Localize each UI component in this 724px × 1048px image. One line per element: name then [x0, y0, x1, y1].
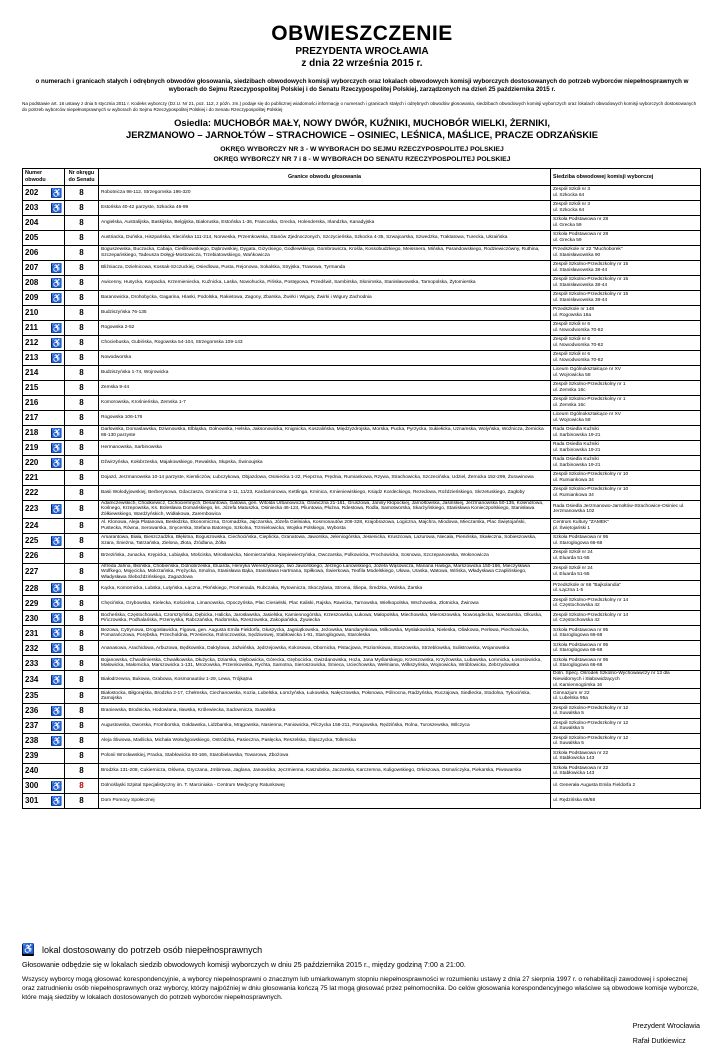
district-boundaries: Chęcińska, Grybowska, Kielecka, Kościelna, Limanowska, Opoczyńska, Plac Ciesielski, Plac Kaliski, Rajska, Rawicka, Tarnowska, Wielkopolska, Wschowska, Złotnicka, Żwirowa — [99, 596, 551, 611]
district-number-cell — [23, 794, 65, 809]
senate-district-number: 8 — [65, 440, 99, 455]
district-boundaries: Białostocka, Biłgorajska, Brodzka 2-17, Chełmska, Ciechanowska, Kozia, Lubelska, Łomżyńska, Łukowska, Nałęczowska, Połonowa, Pólnocna, Radzyńska, Ruczajowa, Siedlecka, Stodolna, Tykocińska, Zamojska — [99, 689, 551, 704]
wheelchair-icon: ♿ — [51, 535, 63, 546]
district-boundaries: Angielska, Australijska, Baskijska, Belgijska, Białoruska, Estońska 1-36, Francuska, Grecka, Holenderska, Irlandzka, Kanadyjska — [99, 215, 551, 230]
district-boundaries: Brodzka 131-208, Cukiernicza, Główna, Gryczana, Jmbirowa, Jaglana, Janowicka, Jęczmienna, Kaszubska, Jaczarska, Karczemna, Kuligowskiego, Orkiszowa, Osmańczyka, Piekarska, Piwowarska — [99, 764, 551, 779]
table-row — [23, 305, 701, 320]
senate-district-number: 8 — [65, 410, 99, 425]
district-boundaries: Zemska 9-44 — [99, 380, 551, 395]
wheelchair-icon: ♿ — [51, 457, 63, 468]
table-row — [23, 320, 701, 335]
document-subtitle: PREZYDENTA WROCŁAWIA — [295, 46, 429, 57]
district-number: 228 — [25, 583, 39, 593]
commission-seat: Zespół Szkolno-Przedszkolny nr 10 ul. Rumiankowa 34 — [551, 470, 701, 485]
commission-seat: Zespół Szkolno-Przedszkolny nr 1 ul. Zemska 16c — [551, 395, 701, 410]
senate-constituency: OKRĘG WYBORCZY NR 7 i 8 - W WYBORACH DO SENATU RZECZYPOSPOLITEJ POLSKIEJ — [213, 155, 511, 163]
district-number: 222 — [25, 488, 39, 498]
table-row — [23, 455, 701, 470]
district-boundaries: Dojazd, Jerzmanowska 10-14 parzyste, Kiemliczów, Lubczykowa, Objazdowa, Osiniecka 1-22, Pieprzna, Prędnia, Rumiankowa, Rzywa, Strachowicka, Szczecińska, Udziel, Żernicka 152-299, Żurawinowa — [99, 470, 551, 485]
district-number: 218 — [25, 428, 39, 438]
district-boundaries: Bojanowska, Chwalimierska, Chwałkowska, Dłużycka, Dziarska, Głębowicka, Górecka, Grębocicka, Gwizdanowska, Hoża, Jana Myślarskiego, Krzeszowska, Krzyżowska, Lubawska, Łomnicka, Łososiowicka, Małowicka, Małomicka, Marszowicka 1-131, Mrozowska, Przemkowska, Rychta, Samotna, Sieroszowicka, Śmieca, Uciechowska, Wełmiana, Wilkszyńska, Wojnowicka, Wróblowicka, Zebrzydowska — [99, 656, 551, 671]
district-number-cell — [23, 563, 65, 581]
senate-district-number: 8 — [65, 455, 99, 470]
district-number: 207 — [25, 263, 39, 273]
senate-district-number: 8 — [65, 626, 99, 641]
commission-seat: Przedszkole nr 148 ul. Rogowska 18a — [551, 305, 701, 320]
district-number-cell — [23, 305, 65, 320]
district-boundaries: Adamczewskich, Chodkiewicz, Cichociemnych, Desantowa, Galowa, gen. Witolda Urbanowicza, Graniczna 21-161, Gruszowa, Janiny Kłopockiej, Jarnołtowska, Jaśińskiej, Jerzmanowska 50-135, Kolendrowa, Kośnego, Krzepowska, Ks. Bolesława Domańskiego, ks. Józefa Matuszka, Osiniecka 46-124, Pliuntowa, Płużna, Rdestowa, Rodla, Samotworska, Skarżyńskiego, Stanisława Konieczpolskiego, Stanisława Żółkiewskiego, Wardżyńskich, Widłakowa, Zarembowica — [99, 500, 551, 518]
district-number: 236 — [25, 706, 39, 716]
commission-seat: Przedszkole nr 22 "Muchoborek" ul. Stanisławowska 90 — [551, 245, 701, 260]
district-number: 239 — [25, 751, 39, 761]
commission-seat: Zespół Szkół nr 24 ul. Eluarda 51-55 — [551, 548, 701, 563]
commission-seat: Zespół Szkół nr 6 ul. Nowodworska 70-82 — [551, 350, 701, 365]
district-number-cell — [23, 548, 65, 563]
intro-text: o numerach i granicach stałych i odrębnych obwodów głosowania, siedzibach obwodowych komisji wyborczych oraz lokalach obwodowych komisji wyborczych dostosowanych do potrzeb wyborców niepełnosprawnych w wyborach do Sejmu Rzeczypospolitej Polskiej i do Senatu Rzeczypospolitej Polskiej, zarządzonych na dzień 25 października 2015 r. — [35, 78, 689, 94]
district-number-cell — [23, 320, 65, 335]
district-boundaries: Austriacka, Duńska, Hiszpańska, Klecińska 111-214, Norweska, Przemkowska, Stanów Zjednoczonych, Szczycieńska, Szkocka 4-35, Szwajcarska, Szwedzka, Traktatowa, Turecka, Ukraińska — [99, 230, 551, 245]
signature-block — [633, 1018, 700, 1048]
district-number: 238 — [25, 736, 39, 746]
table-row — [23, 749, 701, 764]
district-boundaries: Rogowska 106-176 — [99, 410, 551, 425]
wheelchair-icon: ♿ — [51, 202, 63, 213]
commission-seat: Przedszkole nr 66 "Bajkolandia" ul. Łączna 1-5 — [551, 581, 701, 596]
senate-district-number: 8 — [65, 230, 99, 245]
signature-name: Rafał Dutkiewicz — [632, 1036, 686, 1045]
district-number-cell — [23, 704, 65, 719]
wheelchair-icon: ♿ — [51, 187, 63, 198]
district-number-cell — [23, 215, 65, 230]
district-boundaries: Kącka, Komornicka, Lubska, Lutyńska, Łączna, Płońskiego, Promenada, Rubczaka, Rytownicza, Skoczylasa, Stroma, Śliepa, Średzka, Wolska, Żarska — [99, 581, 551, 596]
district-number-cell — [23, 719, 65, 734]
commission-seat: Zespół Szkół nr 3 ul. Szkocka 64 — [551, 200, 701, 215]
commission-seat: Zespół Szkolno-Przedszkolny nr 15 ul. Stanisławowska 38-44 — [551, 290, 701, 305]
district-number-cell — [23, 245, 65, 260]
district-boundaries: Polonii Wrocławskiej, Pracka, Stabłowicka 93-166, Starobielawska, Towarowa, Zbożowa — [99, 749, 551, 764]
district-boundaries: Augustowska, Dworska, Fromborska, Gołdawska, Lidzbarska, Mrągowska, Nasienna, Paniowicka, Pilczycka 156-211, Porajowska, Rędzińska, Rolna, Turoszewska, Wilczyca — [99, 719, 551, 734]
district-number-cell — [23, 275, 65, 290]
commission-seat: Rada Osiedla Jerzmanowo-Jarnołtów-Strachowice-Osiniec ul. Jerzmanowska 102 — [551, 500, 701, 518]
district-number-cell — [23, 380, 65, 395]
district-number: 224 — [25, 520, 39, 530]
table-row — [23, 611, 701, 626]
senate-district-number: 8 — [65, 500, 99, 518]
district-boundaries: Budziszyńska 1-74, Wojrowicka — [99, 365, 551, 380]
senate-district-number: 8 — [65, 365, 99, 380]
district-number: 216 — [25, 398, 39, 408]
senate-district-number: 8 — [65, 470, 99, 485]
districts-table — [22, 168, 701, 809]
district-number: 223 — [25, 504, 39, 514]
commission-seat: Centrum Kultury "ZAMEK" pl. Świętojański 1 — [551, 518, 701, 533]
district-number: 211 — [25, 323, 38, 333]
commission-seat: Zespół Szkół nr 6 ul. Nowodworska 70-82 — [551, 335, 701, 350]
district-number-cell — [23, 440, 65, 455]
district-boundaries: Hermanowska, Sarbinowska — [99, 440, 551, 455]
district-number: 210 — [25, 308, 39, 318]
commission-seat: Szkoła Podstawowa nr 95 ul. Staroglogowa 66-68 — [551, 533, 701, 548]
header-number: Numer obwodu — [23, 168, 65, 185]
senate-district-number: 8 — [65, 275, 99, 290]
table-row — [23, 563, 701, 581]
commission-seat: Zespół Szkolno-Przedszkolny nr 12 ul. Suwalska 5 — [551, 719, 701, 734]
district-number-cell — [23, 425, 65, 440]
senate-district-number: 8 — [65, 596, 99, 611]
senate-district-number: 8 — [65, 611, 99, 626]
senate-district-number: 8 — [65, 215, 99, 230]
senate-district-number: 8 — [65, 260, 99, 275]
district-boundaries: Białodrzewna, Bukowa, Grabowa, Kosmonautów 1-29, Lewa, Trójkątna — [99, 671, 551, 689]
wheelchair-icon: ♿ — [51, 277, 63, 288]
district-number: 226 — [25, 550, 39, 560]
district-boundaries: Alfreda Jahna, Błońska, Chobieńska, Dolnobrzeska, Eluarda, Henryka Wereszyckiego, Iwo Jaworskiego, Jerzego Łanowskiego, Józefa Wąsowicza, Mariana Haisiga, Marszowicka 150-166, Mieczysława Wolfkego, Mojęcicka, Mokrzańska, Prężycka, Smolna, Stanisława Bąka, Stanisława Hartmana, Spiłkowa, Świerkowa, Teofila Modelskiego, Ułowa, Uraska, Watowa, Wińska, Władysława Czaplińskiego, Władysława Śleboździńskiego, Zagazdowa — [99, 563, 551, 581]
district-number: 217 — [25, 413, 39, 423]
district-number-cell — [23, 626, 65, 641]
district-number-cell — [23, 260, 65, 275]
district-number-cell — [23, 500, 65, 518]
legend — [22, 944, 262, 956]
wheelchair-icon: ♿ — [51, 658, 63, 669]
table-row — [23, 485, 701, 500]
table-row — [23, 335, 701, 350]
sejm-constituency: OKRĘG WYBORCZY NR 3 - W WYBORACH DO SEJMU RZECZYPOSPOLITEJ POLSKIEJ — [220, 145, 504, 153]
district-number-cell — [23, 689, 65, 704]
district-number-cell — [23, 455, 65, 470]
wheelchair-icon: ♿ — [51, 598, 63, 609]
table-row — [23, 230, 701, 245]
district-number: 213 — [25, 353, 39, 363]
table-row — [23, 260, 701, 275]
senate-district-number: 8 — [65, 380, 99, 395]
senate-district-number: 8 — [65, 185, 99, 200]
table-header-row — [23, 168, 701, 185]
district-number: 214 — [25, 368, 39, 378]
wheelchair-icon: ♿ — [51, 262, 63, 273]
table-row — [23, 290, 701, 305]
district-number-cell — [23, 671, 65, 689]
senate-district-number: 8 — [65, 200, 99, 215]
senate-district-number: 8 — [65, 641, 99, 656]
wheelchair-icon: ♿ — [51, 322, 63, 333]
district-number: 235 — [25, 691, 39, 701]
table-row — [23, 764, 701, 779]
district-number: 205 — [25, 233, 39, 243]
table-row — [23, 689, 701, 704]
wheelchair-icon: ♿ — [51, 427, 63, 438]
district-number: 209 — [25, 293, 39, 303]
table-row — [23, 596, 701, 611]
district-boundaries: Amarantowa, Biała, Bieszczadzka, Błękitna, Boguszowska, Ciechocińska, Cieplicka, Granatowa, Jaworska, Jeleniogórska, Jesienicka, Kruszcowa, Lazurowa, Niecała, Pienińska, Skałeczna, Sobieszowska, Szara, Śnieżna, Tatrzańska, Zielona, Złota, Żródlana, Żółta — [99, 533, 551, 548]
wheelchair-icon: ♿ — [51, 628, 63, 639]
district-boundaries: Chociebuska, Gubińska, Rogowska 54-104, Strzegomska 109-143 — [99, 335, 551, 350]
senate-district-number: 8 — [65, 656, 99, 671]
senate-district-number: 8 — [65, 245, 99, 260]
legal-basis-text: Na podstawie art. 16 ustawy z dnia 5 stycznia 2011 r. Kodeks wyborczy (Dz.U. Nr 21, poz. 112, z późn. zm.) podaje się do publicznej wiadomości informację o numerach i granicach stałych i odrębnych obwodów głosowania, siedzibach obwodowych komisji wyborczych oraz lokalach obwodowych komisji wyborczych dostosowanych do potrzeb wyborców niepełnosprawnych w wyborach do Sejmu Rzeczypospolitej Polskiej i do Senatu Rzeczypospolitej Polskiej — [22, 100, 697, 112]
district-number: 233 — [25, 658, 39, 668]
commission-seat: ul. Rędzińska 66/68 — [551, 794, 701, 809]
commission-seat: Szkoła Podstawowa nr 28 ul. Grecka 59 — [551, 215, 701, 230]
senate-district-number: 8 — [65, 779, 99, 794]
commission-seat: Szkoła Podstawowa nr 22 ul. Stabłowicka 143 — [551, 764, 701, 779]
senate-district-number: 8 — [65, 485, 99, 500]
district-number-cell — [23, 641, 65, 656]
commission-seat: Szkoła Podstawowa nr 95 ul. Staroglogowa 66-68 — [551, 626, 701, 641]
wheelchair-icon: ♿ — [51, 781, 63, 792]
district-number: 212 — [25, 338, 39, 348]
senate-district-number: 8 — [65, 671, 99, 689]
commission-seat: Zespół Szkół nr 24 ul. Eluarda 51-55 — [551, 563, 701, 581]
district-number: 301 — [25, 796, 39, 806]
senate-district-number: 8 — [65, 320, 99, 335]
commission-seat: Zespół Szkół nr 6 ul. Nowodworska 70-82 — [551, 320, 701, 335]
table-row — [23, 641, 701, 656]
wheelchair-icon: ♿ — [51, 643, 63, 654]
table-row — [23, 470, 701, 485]
district-number-cell — [23, 350, 65, 365]
district-boundaries: Ananasowa, Arachidowa, Arbuzowa, Będkowska, Daktylowa, Jaźwińska, Jędrzejowska, Kokosowa, Obornicka, Pistacjowa, Poziomkowa, Stoszowska, Strzeblowska, Sulistrowska, Wojanowska — [99, 641, 551, 656]
district-number: 215 — [25, 383, 39, 393]
commission-seat: Zespół Szkolno-Przedszkolny nr 15 ul. Stanisławowska 38-44 — [551, 275, 701, 290]
table-row — [23, 425, 701, 440]
commission-seat: Zespół Szkolno-Przedszkolny nr 14 ul. Częstochowska 42 — [551, 596, 701, 611]
table-row — [23, 734, 701, 749]
district-number: 221 — [25, 473, 39, 483]
senate-district-number: 8 — [65, 581, 99, 596]
district-boundaries: Awicenny, Husycka, Karpacka, Krzemieniecka, Kuźnicka, Laska, Nowohucka, Pińska, Postępowa, Przedświt, Sambirska, Słonimska, Stanisławowska, Tarnopolska, Żytomierska — [99, 275, 551, 290]
district-boundaries: Rogowska 2-52 — [99, 320, 551, 335]
district-boundaries: Estońska 40-42 parzyste, Szkocka 46-99 — [99, 200, 551, 215]
district-number: 234 — [25, 674, 39, 684]
wheelchair-icon: ♿ — [51, 736, 63, 747]
districts-line-1: Osiedla: MUCHOBÓR MAŁY, NOWY DWÓR, KUŹNIKI, MUCHOBÓR WIELKI, ŻERNIKI, — [174, 116, 550, 128]
commission-seat: Szkoła Podstawowa nr 95 ul. Staroglogowa 66-68 — [551, 656, 701, 671]
district-number-cell — [23, 365, 65, 380]
table-row — [23, 548, 701, 563]
table-row — [23, 500, 701, 518]
district-number-cell — [23, 749, 65, 764]
senate-district-number: 8 — [65, 518, 99, 533]
districts-heading — [20, 117, 704, 141]
district-number: 229 — [25, 598, 39, 608]
wheelchair-icon: ♿ — [51, 721, 63, 732]
district-number: 240 — [25, 766, 39, 776]
district-number-cell — [23, 200, 65, 215]
commission-seat: Zespół Szkolno-Przedszkolny nr 12 ul. Suwalska 5 — [551, 734, 701, 749]
senate-district-number: 8 — [65, 719, 99, 734]
district-boundaries: Dźwirzyńska, Kołobrzeska, Majakowskiego, Rewalska, Słupska, Świnoujska — [99, 455, 551, 470]
wheelchair-icon: ♿ — [22, 944, 35, 955]
senate-district-number: 8 — [65, 794, 99, 809]
district-boundaries: Dom Pomocy Społecznej — [99, 794, 551, 809]
district-boundaries: Braniewska, Brodnicka, Hodowlana, Iławska, Królewiecka, Sadownicza, Suwalska — [99, 704, 551, 719]
district-number-cell — [23, 656, 65, 671]
district-boundaries: Bliźniacza, Dzielnicowa, Kossak-Szczuckiej, Osiedlowa, Pusta, Rejonowa, Sokalska, Stryjska, Trawowa, Tyrmanda — [99, 260, 551, 275]
district-number: 220 — [25, 458, 39, 468]
districts-line-2: JERZMANOWO – JARNOŁTÓW – STRACHOWICE – OSINIEC, LEŚNICA, MAŚLICE, PRACZE ODRZAŃSKIE — [126, 128, 598, 140]
district-boundaries: Bocheńska, Częstochowska, Czorsztyńska, Dębicka, Halicka, Jarosławska, Jasielska, Kamiennogórska, Krzeszowska, Łukowa, Małopolska, Miechowska, Mieroszowska, Nowosądecka, Nowotarska, Olkuska, Pińczowska, Podhalańska, Przemyska, Rabczańska, Radomska, Rzeszowska, Zakopiańska, Żywiecka — [99, 611, 551, 626]
table-row — [23, 626, 701, 641]
district-number: 208 — [25, 278, 39, 288]
wheelchair-icon: ♿ — [51, 706, 63, 717]
commission-seat: Zespół Szkolno-Przedszkolny nr 10 ul. Rumiankowa 34 — [551, 485, 701, 500]
district-number: 231 — [25, 628, 39, 638]
table-row — [23, 533, 701, 548]
document-header — [0, 22, 724, 70]
wheelchair-icon: ♿ — [51, 504, 63, 515]
senate-district-number: 8 — [65, 563, 99, 581]
table-row — [23, 215, 701, 230]
district-boundaries: Brzezińska, Junacka, Krępicka, Lubiąska, Mościska, Mirosławicka, Niemierzańska, Niepiewierzyńska, Owczarska, Polkowicka, Prochowicka, Sosnowa, Szczepanowska, Wołonowicza — [99, 548, 551, 563]
district-boundaries: Aleja Śliwowa, Maślicka, Michała Wołodyjowskiego, Ostródzka, Pasieczna, Pasłęcka, Reszelska, Śląsczycka, Tolkmicka — [99, 734, 551, 749]
table-row — [23, 794, 701, 809]
district-number-cell — [23, 734, 65, 749]
table-row — [23, 719, 701, 734]
commission-seat: Szkoła Podstawowa nr 28 ul. Grecka 59 — [551, 230, 701, 245]
district-number-cell — [23, 230, 65, 245]
commission-seat: Zespół Szkolno-Przedszkolny nr 12 ul. Suwalska 5 — [551, 704, 701, 719]
commission-seat: Zespół Szkolno-Przedszkolny nr 1 ul. Zemska 16c — [551, 380, 701, 395]
district-number-cell — [23, 518, 65, 533]
district-boundaries: Nowodworska — [99, 350, 551, 365]
district-number-cell — [23, 596, 65, 611]
table-row — [23, 395, 701, 410]
table-row — [23, 440, 701, 455]
senate-district-number: 8 — [65, 548, 99, 563]
commission-seat: Doln. Specj. Ośrodek Szkolno-Wychowawczy nr 13 dla Niewidomych i Słabowidzących ul. Kamiennogórska 16 — [551, 671, 701, 689]
commission-seat: Rada Osiedla Kuźniki ul. Sarbinowska 19-21 — [551, 440, 701, 455]
district-number: 203 — [25, 203, 39, 213]
document-date: z dnia 22 września 2015 r. — [301, 58, 423, 69]
wheelchair-icon: ♿ — [51, 292, 63, 303]
commission-seat: Liceum Ogólnokształcące nr XV ul. Wojrowicka 58 — [551, 365, 701, 380]
senate-district-number: 8 — [65, 689, 99, 704]
wheelchair-icon: ♿ — [51, 674, 63, 685]
district-boundaries: Dolnośląski Szpital Specjalistyczny im. T. Marciniaka - Centrum Medycyny Ratunkowej — [99, 779, 551, 794]
senate-district-number: 8 — [65, 704, 99, 719]
wheelchair-icon: ♿ — [51, 352, 63, 363]
table-row — [23, 380, 701, 395]
table-row — [23, 410, 701, 425]
postal-voting-note: Wszyscy wyborcy mogą głosować korespondencyjnie, a wyborcy niepełnosprawni o znacznym lub umiarkowanym stopniu niepełnosprawności w rozumieniu ustawy z dnia 27 sierpnia 1997 r. o rehabilitacji zawodowej i społecznej oraz zatrudnieniu osób niepełnosprawnych oraz wyborcy, którzy najpóźniej w dniu głosowania kończą 75 lat mogą głosować przez pełnomocnika. Do celów głosowania korespondencyjnego właściwe są obwodowe komisje wyborcze, które mają siedziby w lokalach dostosowanych do potrzeb wyborców niepełnosprawnych. — [22, 976, 699, 1001]
district-boundaries: Basii Wołodyjowskiej, Berberysowa, Gdaczasza, Graniczna 1-11, 11/23, Kardamonowa, Kettlinga, Kminica, Kmieniewiskiego, Ksiądz Kordeckiego, Rezedowa, Roździeńskiego, Skrzetuskiego, Zagłoby — [99, 485, 551, 500]
wheelchair-icon: ♿ — [51, 796, 63, 807]
commission-seat: Liceum Ogólnokształcące nr XV ul. Wojrowicka 58 — [551, 410, 701, 425]
district-number-cell — [23, 410, 65, 425]
district-boundaries: Bezowa, Cytrynowa, Drogosławicka, Figowa, gen. Augusta Emila Fieldorfa, Głuszycka, Jagniątkowska, Jeżowska, Mandarynkowa, Milkowska, Mysłakowicka, Nieleska, Oliwkowa, Perłowa, Piechowicka, Pomarańczowa, Porębska, Przecholdnia, Przesiecka, Rolniczowska, Sędziwowej, Stabłowicka 1-91, Staroglogowa, Staroleska — [99, 626, 551, 641]
commission-seat: Zespół Szkolno-Przedszkolny nr 15 ul. Stanisławowska 38-44 — [551, 260, 701, 275]
district-boundaries: Darłowska, Domaslawska, Dziwnowska, Elbląska, Gołnowska, Helska, Jaksonowicka, Knignicka, Koszalińska, Międzyzdrojska, Morska, Pucka, Pyrzycka, Sukiełicka, Uznamska, Wolyńska, Woźnicza, Żernicka 86-130 parzyste — [99, 425, 551, 440]
district-boundaries: Komorowska, Krośnieńska, Zemska 1-7 — [99, 395, 551, 410]
commission-seat: ul. Generała Augusta Emila Fieldorfa 2 — [551, 779, 701, 794]
table-row — [23, 518, 701, 533]
header-senate-district: Nr okręgu do Senatu — [65, 168, 99, 185]
commission-seat: Zespół Szkół nr 3 ul. Szkocka 64 — [551, 185, 701, 200]
district-number: 237 — [25, 721, 39, 731]
district-number: 232 — [25, 643, 39, 653]
table-row — [23, 200, 701, 215]
senate-district-number: 8 — [65, 395, 99, 410]
table-row — [23, 779, 701, 794]
table-row — [23, 704, 701, 719]
table-row — [23, 671, 701, 689]
district-number: 206 — [25, 248, 39, 258]
district-number-cell — [23, 611, 65, 626]
commission-seat: Rada Osiedla Kuźniki ul. Sarbinowska 19-21 — [551, 455, 701, 470]
district-number-cell — [23, 485, 65, 500]
commission-seat: Rada Osiedla Kuźniki ul. Sarbinowska 19-21 — [551, 425, 701, 440]
senate-district-number: 8 — [65, 764, 99, 779]
commission-seat: Szkoła Podstawowa nr 22 ul. Stabłowicka 143 — [551, 749, 701, 764]
district-number-cell — [23, 581, 65, 596]
senate-district-number: 8 — [65, 734, 99, 749]
senate-district-number: 8 — [65, 335, 99, 350]
voting-hours-note: Głosowanie odbędzie się w lokalach siedzib obwodowych komisji wyborczych w dniu 25 października 2015 r., między godziną 7:00 a 21:00. — [22, 960, 466, 969]
signature-title: Prezydent Wrocławia — [632, 1021, 700, 1030]
table-row — [23, 245, 701, 260]
senate-district-number: 8 — [65, 533, 99, 548]
district-boundaries: Baranowicka, Drohobycka, Gagarina, Hlaski, Podolska, Rakietowa, Zagony, Zbarska, Żwirki i Wigury, Żwirki i Wigury Zachodnia — [99, 290, 551, 305]
legend-text: lokal dostosowany do potrzeb osób niepełnosprawnych — [42, 945, 263, 955]
senate-district-number: 8 — [65, 305, 99, 320]
district-number-cell — [23, 290, 65, 305]
table-row — [23, 275, 701, 290]
district-number-cell — [23, 395, 65, 410]
document-title: OBWIESZCZENIE — [271, 22, 453, 45]
district-number-cell — [23, 533, 65, 548]
table-row — [23, 365, 701, 380]
district-boundaries: Boguszewska, Buczacka, Cabaja, Cieślikowskiego, Dąbrowskiej, Dygata, Gizyckiego, Godlewskiego, Gombrowicza, Krośla, Kossobudzkiego, Meissnera, Mińska, Parandowskiego, Rodziewiczówny, Ruthina, Szczepańskiego, Tadeusza Dołęgi-Mostowicza, Trzebiatowskiego, Wańkowicza — [99, 245, 551, 260]
district-number-cell — [23, 764, 65, 779]
constituency-heading — [0, 145, 724, 165]
district-number: 204 — [25, 218, 39, 228]
table-row — [23, 350, 701, 365]
wheelchair-icon: ♿ — [51, 442, 63, 453]
commission-seat: Szkoła Podstawowa nr 95 ul. Staroglogowa 66-68 — [551, 641, 701, 656]
table-row — [23, 656, 701, 671]
district-number: 230 — [25, 613, 39, 623]
district-number-cell — [23, 185, 65, 200]
wheelchair-icon: ♿ — [51, 583, 63, 594]
senate-district-number: 8 — [65, 350, 99, 365]
district-number: 202 — [25, 188, 39, 198]
district-number: 300 — [25, 781, 39, 791]
district-number: 225 — [25, 535, 39, 545]
district-number: 219 — [25, 443, 39, 453]
district-number-cell — [23, 335, 65, 350]
district-boundaries: Budziszyńska 76-135 — [99, 305, 551, 320]
commission-seat: Gimnazjum nr 22 ul. Lubelska 95a — [551, 689, 701, 704]
senate-district-number: 8 — [65, 290, 99, 305]
district-number-cell — [23, 470, 65, 485]
district-number-cell — [23, 779, 65, 794]
senate-district-number: 8 — [65, 425, 99, 440]
header-seat: Siedziba obwodowej komisji wyborczej — [551, 168, 701, 185]
district-number: 227 — [25, 567, 39, 577]
senate-district-number: 8 — [65, 749, 99, 764]
district-boundaries: Al. Klonowa, Aleja Platanowa, Beskidzka, Ekonomiczna, Gromadzka, Jajczarska, Józefa Gielniaka, Kosmonautów 206-328, Krajobrazowa, Logiczna, Majchra, Miodowa, Mieczarska, Plac Świętojański, Pustecka, Równa, Serowarska, Snycerska, Stefana Batorego, Szkolna, Trzmielowicka, Wojska Polskiego, Wybosta — [99, 518, 551, 533]
district-boundaries: Robotnicza 98-112, Strzegomska 196-320 — [99, 185, 551, 200]
table-row — [23, 581, 701, 596]
wheelchair-icon: ♿ — [51, 613, 63, 624]
commission-seat: Zespół Szkolno-Przedszkolny nr 14 ul. Częstochowska 42 — [551, 611, 701, 626]
header-boundaries: Granice obwodu głosowania — [99, 168, 551, 185]
table-row — [23, 185, 701, 200]
wheelchair-icon: ♿ — [51, 337, 63, 348]
